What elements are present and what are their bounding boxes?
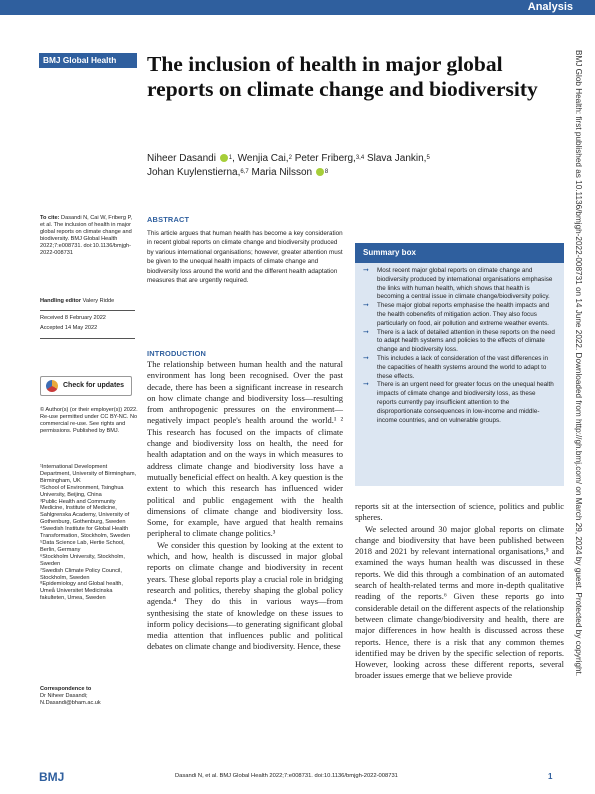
check-updates-button[interactable] (40, 376, 132, 396)
affiliation-item: ⁷Swedish Climate Policy Council, Stockholm, Sweden (40, 567, 122, 581)
summary-item: ➞ There is an urgent need for greater focus on the unequal health impacts of climate change and biodiversity loss, as these reports currently pay insufficient attention to the disproportionate consequences in low-income and middle-income countries, and on vulnerable groups. (363, 381, 554, 424)
affiliation-number: 8 (324, 169, 329, 175)
citation-block (40, 215, 138, 256)
introduction-left-column (147, 359, 343, 653)
abstract-text: This article argues that human health has become a key consideration in recent global reports on climate change and biodiversity produced by various international organisations; however, greater attention must be given to the unequal health impacts of climate change and biodiversity loss around the world and the different health adaptation measures that are urgently required. (147, 230, 343, 285)
orcid-icon[interactable] (316, 168, 324, 176)
affiliations (40, 464, 138, 602)
check-updates-label: Check for updates (63, 382, 125, 389)
arrow-right-icon: ➞ (363, 381, 369, 389)
handling-editor-label: Handling editor (40, 298, 82, 304)
affiliation-item: ²School of Environment, Tsinghua University, Beijing, China (40, 484, 124, 498)
affiliation-item: ⁸Epidemiology and Global health, Umeå Universitet Medicinska fakulteten, Umea, Sweden (40, 581, 123, 602)
copyright-notice: © Author(s) (or their employer(s)) 2022. Re-use permitted under CC BY-NC. No commercial re-use. See rights and permissions. Published by BMJ. (40, 407, 138, 434)
body-paragraph: We selected around 30 major global reports on climate change and biodiversity that have been published between 2018 and 2021 by relevant international organisations,⁵ and examined the ways human health was discussed in these reports. We did this through a combination of an automated search of health-related terms and more in-depth qualitative reading of the reports.⁶ Given these reports go into considerable detail on the different aspects of the relationship between climate change/biodiversity and health, there are major differences in how health is discussed across these reports. Hence, there is a risk that any common themes identified may be driven by the specific selection of reports. However, looking across these different reports, several broader issues emerge that we believe provide (355, 523, 564, 681)
summary-item: ➞ There is a lack of detailed attention in these reports on the need to adapt health systems and policies to the effects of climate change and biodiversity loss. (363, 328, 555, 354)
author-name: Peter Friberg, (294, 153, 356, 164)
accepted-date: Accepted 14 May 2022 (40, 325, 98, 331)
handling-editor (40, 298, 138, 305)
author-name: Wenjia Cai, (237, 153, 289, 164)
introduction-right-column (355, 501, 564, 682)
author-name: Slava Jankin, (366, 153, 427, 164)
body-paragraph: The relationship between human health and the natural environment has long been recognised. Over the past decade, there has been a significant increase in research on how climate change and biodiversity loss—resulting from anthropogenic pressures on the environment—negatively impact people's health around the world.¹ ² This research has focused on the impacts of climate change and biodiversity loss on health, the need for health adaptation and on the ways in which measures to address climate change and biodiversity loss have a mutually beneficial effect on health. A key question is the extent to which this research has influenced wider political and public engagement with the health dimensions of climate change and biodiversity loss. Some, for example, have argued that health remains peripheral to climate change politics.³ (147, 359, 343, 539)
author-name: Johan Kuylenstierna, (147, 167, 241, 178)
divider (40, 338, 135, 339)
page-number: 1 (548, 772, 553, 781)
affiliation-item: ¹International Development Department, University of Birmingham, Birmingham, UK (40, 464, 137, 484)
body-paragraph: We consider this question by looking at the extent to which, and how, health is discussed in major global reports on climate change and biodiversity in recent years. These global reports play a crucial role in bridging research and politics, thereby shaping the global policy agenda.⁴ They do this in various ways—from synthesising the state of knowledge on these issues to inform policy decisions—to generating significant global media attention that influences public and political debates on climate change and biodiversity. Hence, these (147, 539, 343, 652)
affiliation-number: 5 (426, 155, 430, 161)
affiliation-item: ³Public Health and Community Medicine, Institute of Medicine, Sahlgrenska Academy, University of Gothenburg, Gothenburg, Sweden (40, 498, 130, 526)
affiliation-number: 2 (288, 155, 292, 161)
footer-citation: Dasandi N, et al. BMJ Global Health 2022;7:e008731. doi:10.1136/bmjgh-2022-008731 (175, 773, 398, 779)
abstract-heading: ABSTRACT (147, 215, 190, 224)
arrow-right-icon: ➞ (363, 302, 369, 310)
journal-brand: BMJ Global Health (39, 53, 137, 68)
author-list: Niheer Dasandi $^1$, Wenjia Cai,$^2$ Peter Friberg,$^{3,4}$ Slava Jankin,$^5$ Johan Kuylenstierna,$^{6,7}$ Maria Nilsson $^8$ (147, 153, 430, 178)
bmj-logo: BMJ (39, 770, 65, 784)
article-title: The inclusion of health in major global reports on climate change and biodiversity (147, 52, 538, 101)
received-date: Received 8 February 2022 (40, 315, 106, 321)
arrow-right-icon: ➞ (363, 267, 369, 274)
arrow-right-icon: ➞ (363, 354, 369, 362)
download-notice: BMJ Glob Health: first published as 10.1136/bmjgh-2022-008731 on 14 June 2022. Downloaded from http://gh.bmj.com/ on March 29, 2024 by guest. Protected by copyright. (574, 50, 583, 677)
affiliation-number: 1 (228, 155, 233, 161)
divider (40, 310, 135, 311)
top-banner (0, 0, 595, 15)
correspondence-name: Dr Niheer Dasandi; (40, 692, 88, 699)
cite-text: Dasandi N, Cai W, Friberg P, et al. The inclusion of health in major global reports on climate change and biodiversity. BMJ Global Health 2022;7:e008731. doi:10.1136/bmjgh-2022-008731 (40, 215, 133, 256)
affiliation-number: 3,4 (355, 155, 365, 161)
introduction-heading: INTRODUCTION (147, 349, 207, 358)
summary-item: ➞ This includes a lack of consideration of the vast differences in the capacities of health systems around the world to adapt to these effects. (363, 354, 549, 380)
orcid-icon[interactable] (220, 154, 228, 162)
handling-editor-name: Valery Ridde (82, 298, 115, 304)
affiliation-item: ⁶Stockholm University, Stockholm, Sweden (40, 553, 125, 567)
affiliation-number: 6,7 (240, 169, 249, 175)
author-name: Maria Nilsson (251, 167, 313, 178)
author-name: Niheer Dasandi (147, 153, 216, 164)
correspondence-label: Correspondence to (40, 686, 92, 692)
correspondence-email[interactable]: N.Dasandi@bham.ac.uk (40, 699, 101, 706)
correspondence (40, 686, 138, 707)
summary-item: ➞ Most recent major global reports on climate change and biodiversity produced by international organisations emphasise the links with human health, which shows that health is becoming a central issue in climate change/biodiversity policy. (363, 267, 553, 301)
summary-box-heading: Summary box (355, 243, 564, 263)
affiliation-item: ⁵Data Science Lab, Hertie School, Berlin, Germany (40, 539, 125, 553)
arrow-right-icon: ➞ (363, 328, 369, 336)
crossmark-icon (46, 380, 58, 392)
section-label: Analysis (527, 1, 573, 13)
summary-item: ➞ These major global reports emphasise the health impacts and the health cobenefits of mitigation action. They also focus particularly on food, air pollution and extreme weather events. (363, 302, 550, 327)
body-paragraph: reports sit at the intersection of science, politics and public spheres. (355, 501, 564, 523)
cite-label: To cite: (40, 215, 60, 221)
affiliation-item: ⁴Swedish Institute for Global Health Transformation, Stockholm, Sweden (40, 526, 130, 540)
summary-box (355, 243, 564, 486)
